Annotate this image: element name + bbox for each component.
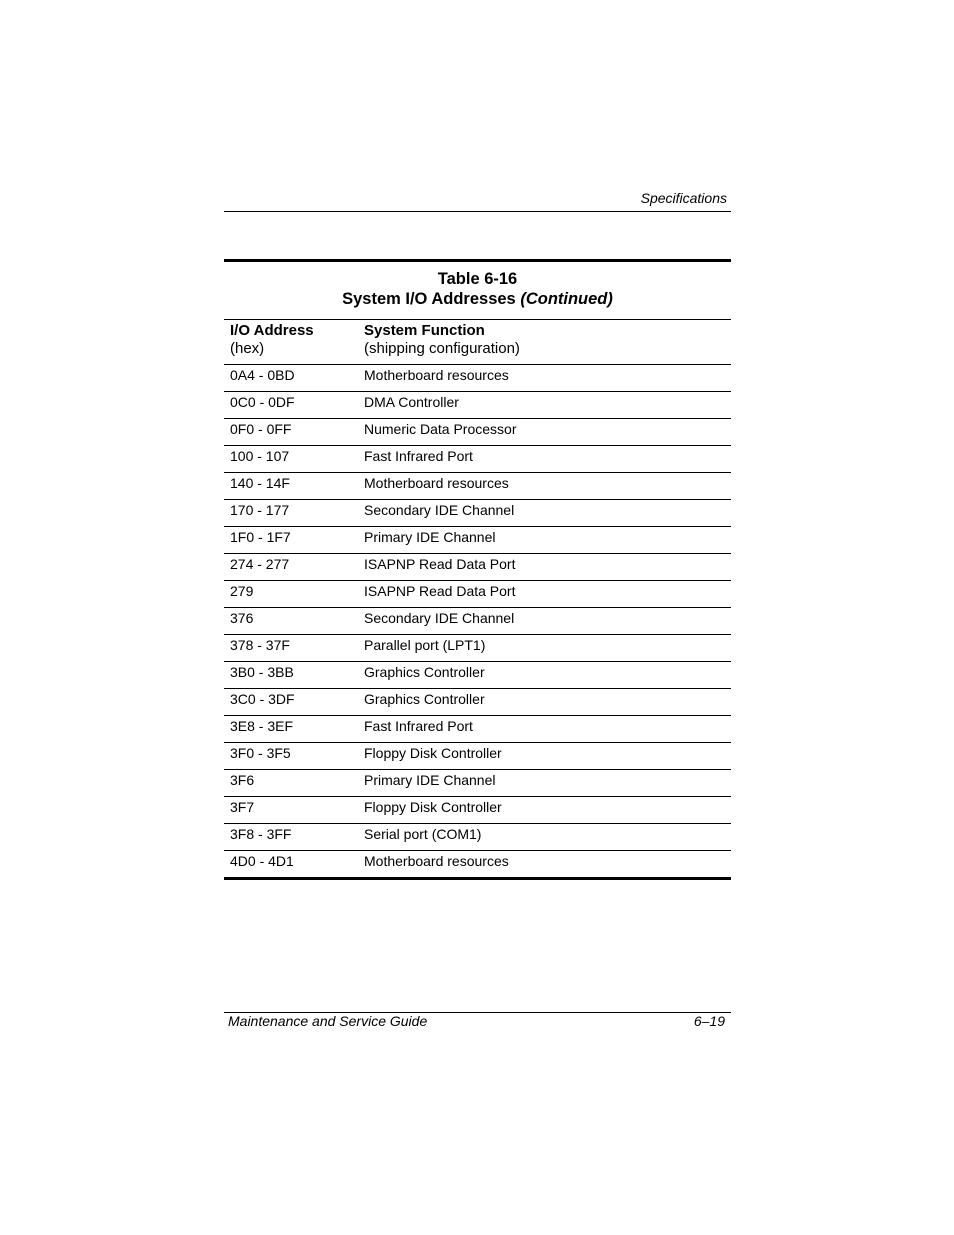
io-address-cell: 3B0 - 3BB — [224, 662, 358, 689]
system-function-cell: Secondary IDE Channel — [358, 608, 731, 635]
system-function-cell: Primary IDE Channel — [358, 770, 731, 797]
system-function-cell: ISAPNP Read Data Port — [358, 581, 731, 608]
system-function-cell: Motherboard resources — [358, 365, 731, 392]
system-function-cell: Secondary IDE Channel — [358, 500, 731, 527]
io-address-cell: 279 — [224, 581, 358, 608]
column-header-subtitle: (shipping configuration) — [364, 339, 520, 357]
table-number: Table 6-16 — [437, 270, 518, 288]
table-row — [224, 446, 731, 473]
page-number: 6–19 — [693, 1013, 725, 1029]
system-function-cell: Primary IDE Channel — [358, 527, 731, 554]
table-row — [224, 635, 731, 662]
table-continued-label: (Continued) — [520, 290, 613, 308]
footer-title: Maintenance and Service Guide — [228, 1013, 428, 1029]
io-address-cell: 3E8 - 3EF — [224, 716, 358, 743]
io-address-cell: 1F0 - 1F7 — [224, 527, 358, 554]
io-address-cell: 3F7 — [224, 797, 358, 824]
io-address-cell: 170 - 177 — [224, 500, 358, 527]
table-row — [224, 797, 731, 824]
io-address-cell: 378 - 37F — [224, 635, 358, 662]
io-address-cell: 274 - 277 — [224, 554, 358, 581]
table-body — [224, 365, 731, 879]
system-function-cell: Motherboard resources — [358, 473, 731, 500]
table-row — [224, 662, 731, 689]
table-row — [224, 419, 731, 446]
io-address-table-block — [224, 259, 731, 880]
io-address-cell: 3F6 — [224, 770, 358, 797]
table-row — [224, 527, 731, 554]
table-row — [224, 581, 731, 608]
io-address-table — [224, 319, 731, 880]
table-caption — [224, 262, 731, 319]
table-row — [224, 851, 731, 879]
table-title-text: System I/O Addresses — [342, 290, 516, 308]
table-row — [224, 554, 731, 581]
system-function-cell: Fast Infrared Port — [358, 716, 731, 743]
system-function-cell: Graphics Controller — [358, 689, 731, 716]
io-address-cell: 3F0 - 3F5 — [224, 743, 358, 770]
column-header-title: System Function — [364, 322, 485, 339]
io-address-cell: 0F0 - 0FF — [224, 419, 358, 446]
table-row — [224, 716, 731, 743]
table-row — [224, 500, 731, 527]
table-row — [224, 473, 731, 500]
system-function-cell: Serial port (COM1) — [358, 824, 731, 851]
io-address-cell: 3F8 - 3FF — [224, 824, 358, 851]
column-header-subtitle: (hex) — [230, 339, 265, 357]
table-title — [224, 289, 731, 309]
system-function-cell: Graphics Controller — [358, 662, 731, 689]
system-function-cell: Floppy Disk Controller — [358, 743, 731, 770]
system-function-cell: Floppy Disk Controller — [358, 797, 731, 824]
column-header-address — [224, 320, 358, 365]
io-address-cell: 376 — [224, 608, 358, 635]
system-function-cell: Parallel port (LPT1) — [358, 635, 731, 662]
system-function-cell: DMA Controller — [358, 392, 731, 419]
io-address-cell: 140 - 14F — [224, 473, 358, 500]
table-row — [224, 770, 731, 797]
io-address-cell: 100 - 107 — [224, 446, 358, 473]
io-address-cell: 3C0 - 3DF — [224, 689, 358, 716]
io-address-cell: 4D0 - 4D1 — [224, 851, 358, 879]
table-header-row — [224, 320, 731, 365]
io-address-cell: 0A4 - 0BD — [224, 365, 358, 392]
table-row — [224, 365, 731, 392]
system-function-cell: Fast Infrared Port — [358, 446, 731, 473]
header-divider — [224, 211, 731, 212]
table-row — [224, 608, 731, 635]
column-header-title: I/O Address — [230, 322, 314, 339]
system-function-cell: Motherboard resources — [358, 851, 731, 879]
table-row — [224, 743, 731, 770]
system-function-cell: ISAPNP Read Data Port — [358, 554, 731, 581]
io-address-cell: 0C0 - 0DF — [224, 392, 358, 419]
table-row — [224, 392, 731, 419]
column-header-function — [358, 320, 731, 365]
table-row — [224, 824, 731, 851]
running-header: Specifications — [640, 190, 727, 206]
system-function-cell: Numeric Data Processor — [358, 419, 731, 446]
table-row — [224, 689, 731, 716]
